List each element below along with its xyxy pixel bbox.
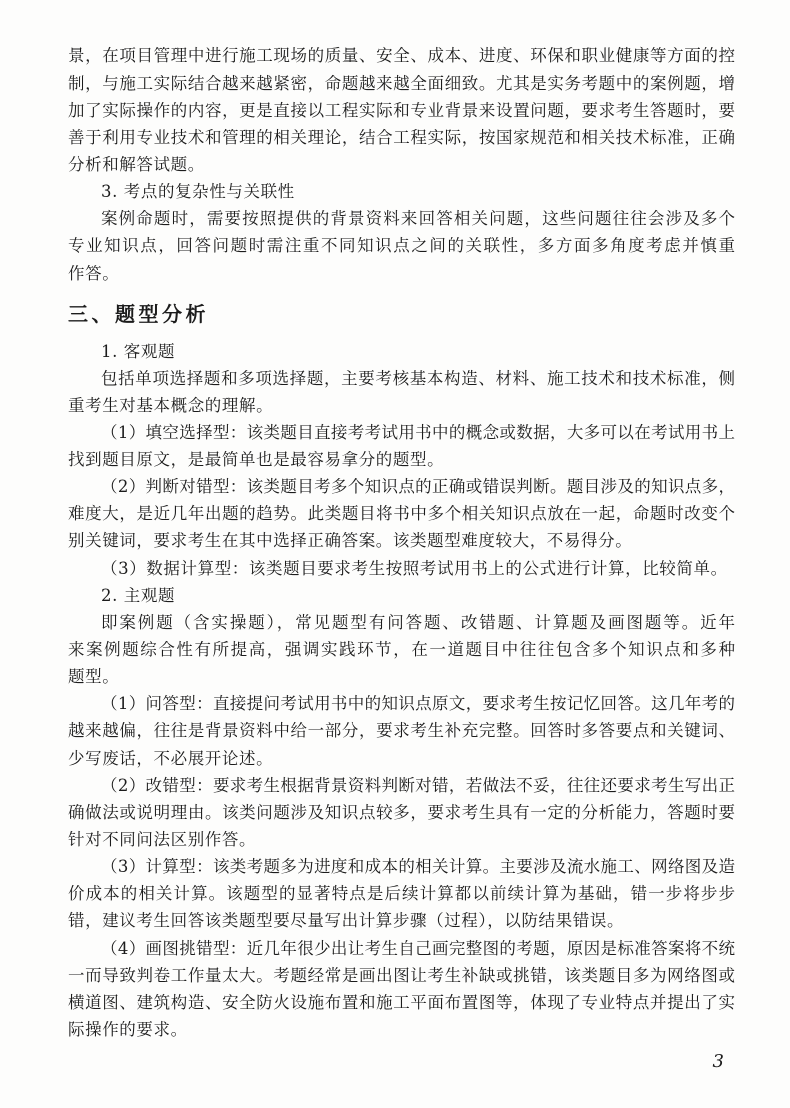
- paragraph-subjective-item-1: [68, 690, 735, 771]
- text-line: 制，与施工实际结合越来越紧密，命题越来越全面细致。尤其是实务考题中的案例题，增: [68, 73, 735, 93]
- text-line: （1）问答型：直接提问考试用书中的知识点原文，要求考生按记忆回答。这几年考的: [101, 694, 735, 714]
- text-line: 错，建议考生回答该类题型要尽量写出计算步骤（过程），以防结果错误。: [68, 911, 625, 931]
- text-line: （4）画图挑错型：近几年很少出让考生自己画完整图的考题，原因是标准答案将不统: [101, 938, 735, 958]
- paragraph-subjective-item-3: [68, 853, 735, 934]
- text-line: （3）数据计算型：该类题目要求考生按照考试用书上的公式进行计算，比较简单。: [101, 558, 728, 578]
- objective-title: 1. 客观题: [101, 341, 176, 361]
- text-line: 案例命题时，需要按照提供的背景资料来回答相关问题，这些问题往往会涉及多个: [101, 209, 735, 229]
- text-line: （1）填空选择型：该类题目直接考考试用书中的概念或数据，大多可以在考试用书上: [101, 422, 735, 442]
- paragraph-objective-intro: [68, 365, 735, 419]
- paragraph-subjective-item-4: [68, 935, 735, 1044]
- text-line: （2）判断对错型：该类题目考多个知识点的正确或错误判断。题目涉及的知识点多，: [101, 477, 735, 497]
- text-line: 找到题目原文，是最简单也是最容易拿分的题型。: [68, 450, 445, 470]
- text-line: 作答。: [68, 263, 120, 283]
- paragraph-objective-item-3: [68, 555, 735, 582]
- text-line: 针对不同问法区别作答。: [68, 830, 257, 850]
- text-line: 善于利用专业技术和管理的相关理论，结合工程实际，按国家规范和相关技术标准，正确: [68, 127, 735, 147]
- subjective-title: 2. 主观题: [101, 585, 176, 605]
- text-line: 来案例题综合性有所提高，强调实践环节，在一道题目中往往包含多个知识点和多种: [68, 640, 735, 660]
- text-line: 别关键词，要求考生在其中选择正确答案。该类题型难度较大，不易得分。: [68, 531, 633, 551]
- paragraph-subjective-intro: [68, 609, 735, 690]
- text-line: 横道图、建筑构造、安全防火设施布置和施工平面布置图等，体现了专业特点并提出了实: [68, 992, 735, 1012]
- paragraph-point-3: [68, 205, 735, 286]
- section-heading: 三、题型分析: [68, 301, 209, 326]
- paragraph-objective-item-2: [68, 473, 735, 554]
- point-3-title: 3. 考点的复杂性与关联性: [101, 182, 295, 202]
- text-line: 景，在项目管理中进行施工现场的质量、安全、成本、进度、环保和职业健康等方面的控: [68, 46, 735, 66]
- text-line: 确做法或说明理由。该类问题涉及知识点较多，要求考生具有一定的分析能力，答题时要: [68, 802, 735, 822]
- text-line: 少写废话，不必展开论述。: [68, 748, 274, 768]
- paragraph-continuation: [68, 42, 735, 178]
- text-line: 越来越偏，往往是背景资料中给一部分，要求考生补充完整。回答时多答要点和关键词、: [68, 721, 735, 741]
- text-line: 即案例题（含实操题），常见题型有问答题、改错题、计算题及画图题等。近年: [101, 612, 735, 632]
- text-line: 分析和解答试题。: [68, 154, 205, 174]
- text-line: 包括单项选择题和多项选择题，主要考核基本构造、材料、施工技术和技术标准，侧: [101, 368, 735, 388]
- paragraph-objective-item-1: [68, 419, 735, 473]
- text-line: 专业知识点，回答问题时需注重不同知识点之间的关联性，多方面多角度考虑并慎重: [68, 236, 735, 256]
- page-body: [68, 42, 735, 1043]
- text-line: 难度大，是近几年出题的趋势。此类题目将书中多个相关知识点放在一起，命题时改变个: [68, 504, 735, 524]
- text-line: 加了实际操作的内容，更是直接以工程实际和专业背景来设置问题，要求考生答题时，要: [68, 100, 735, 120]
- text-line: 价成本的相关计算。该题型的显著特点是后续计算都以前续计算为基础，错一步将步步: [68, 884, 735, 904]
- text-line: 重考生对基本概念的理解。: [68, 395, 274, 415]
- text-line: 际操作的要求。: [68, 1020, 188, 1040]
- page-number: 3: [712, 1051, 724, 1072]
- text-line: （3）计算型：该类考题多为进度和成本的相关计算。主要涉及流水施工、网络图及造: [101, 857, 735, 877]
- text-line: 题型。: [68, 667, 120, 687]
- text-line: （2）改错型：要求考生根据背景资料判断对错，若做法不妥，往往还要求考生写出正: [101, 775, 735, 795]
- text-line: 一而导致判卷工作量太大。考题经常是画出图让考生补缺或挑错，该类题目多为网络图或: [68, 965, 735, 985]
- paragraph-subjective-item-2: [68, 772, 735, 853]
